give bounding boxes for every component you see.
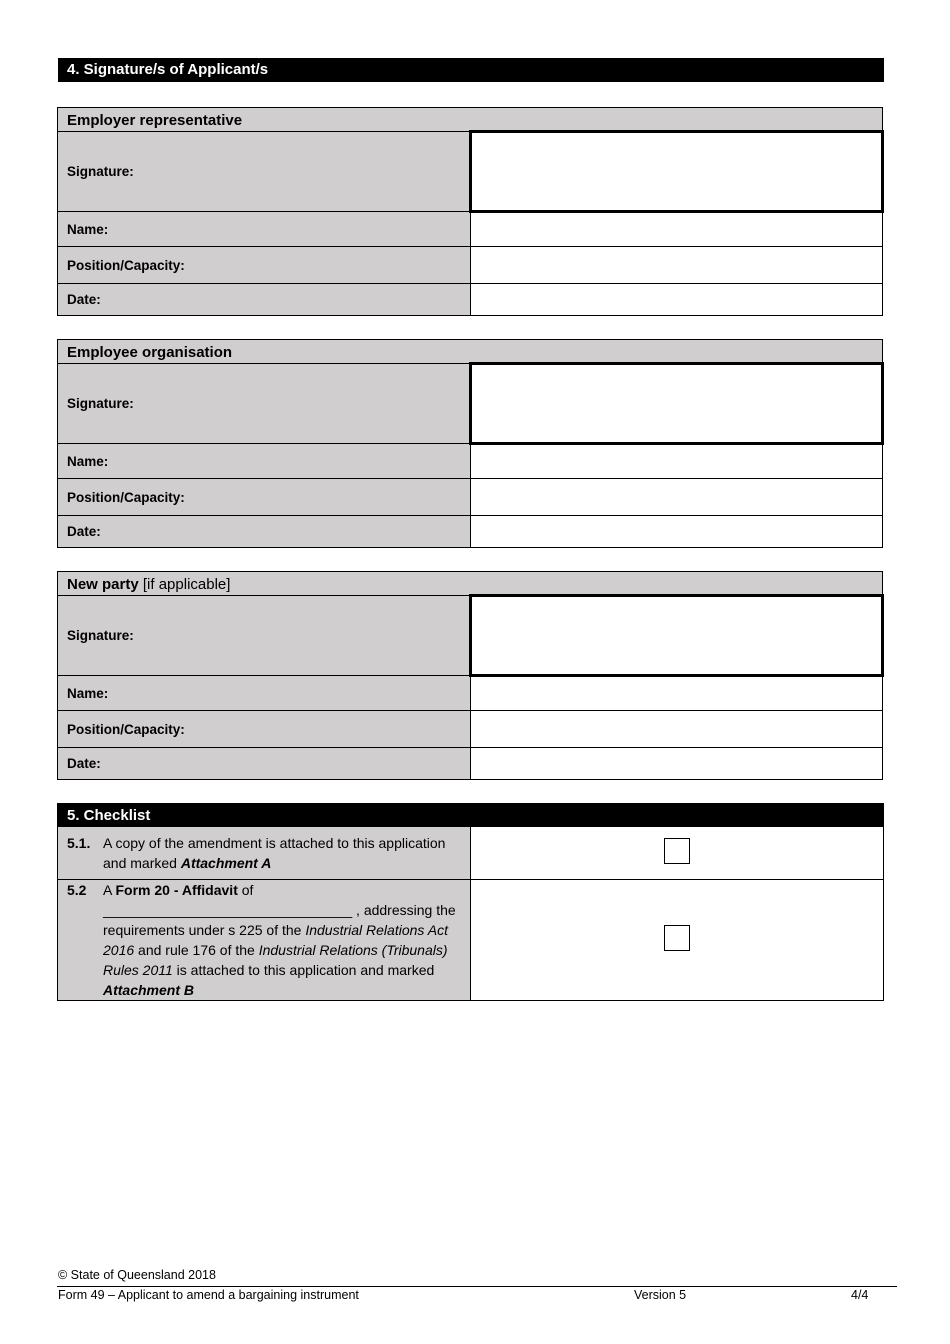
employee-organisation-table (57, 339, 884, 548)
employer-position-label: Position/Capacity: (58, 247, 471, 284)
checklist-table (57, 803, 884, 1001)
checklist-checkbox-cell (471, 827, 884, 880)
new-party-signature-label: Signature: (58, 596, 471, 676)
employer-date-field[interactable] (470, 284, 883, 316)
employee-position-field[interactable] (470, 479, 883, 516)
item-text: A Form 20 - Affidavit of ________________________________ , addressing the requirements under s 225 of the Industrial Relations Act 2016 and rule 176 of the Industrial Relations (Tribunals) Rules 2011 is attached to this application and marked Attachment B (103, 882, 456, 998)
employee-name-label: Name: (58, 444, 471, 479)
footer-version: Version 5 (634, 1288, 687, 1302)
employee-signature-label: Signature: (58, 364, 471, 444)
new-party-name-field[interactable] (470, 676, 883, 711)
attachment-a-checkbox[interactable] (664, 838, 690, 864)
employee-organisation-heading: Employee organisation (58, 340, 883, 364)
new-party-table (57, 571, 884, 780)
attachment-b-checkbox[interactable] (664, 925, 690, 951)
employer-signature-field[interactable] (470, 132, 883, 212)
checklist-item-5-1 (58, 827, 471, 880)
new-party-title: New party (67, 575, 139, 593)
new-party-name-label: Name: (58, 676, 471, 711)
employee-name-field[interactable] (470, 444, 883, 479)
new-party-heading (58, 572, 883, 596)
employee-date-label: Date: (58, 516, 471, 548)
footer-page-number: 4/4 (851, 1288, 869, 1302)
item-number: 5.1. (67, 835, 91, 851)
new-party-date-field[interactable] (470, 748, 883, 780)
checklist-item-5-2 (58, 880, 471, 1001)
footer-copyright: © State of Queensland 2018 (58, 1268, 216, 1282)
employer-representative-table (57, 107, 884, 316)
new-party-signature-field[interactable] (470, 596, 883, 676)
employee-position-label: Position/Capacity: (58, 479, 471, 516)
employer-name-field[interactable] (470, 212, 883, 247)
item-number: 5.2 (67, 882, 87, 898)
employer-signature-label: Signature: (58, 132, 471, 212)
employer-position-field[interactable] (470, 247, 883, 284)
checklist-heading: 5. Checklist (58, 804, 884, 827)
employer-date-label: Date: (58, 284, 471, 316)
new-party-position-label: Position/Capacity: (58, 711, 471, 748)
new-party-qualifier: [if applicable] (138, 575, 231, 593)
new-party-date-label: Date: (58, 748, 471, 780)
item-text: A copy of the amendment is attached to this application and marked Attachment A (103, 835, 446, 871)
employer-representative-heading: Employer representative (58, 108, 883, 132)
employee-date-field[interactable] (470, 516, 883, 548)
employee-signature-field[interactable] (470, 364, 883, 444)
employer-name-label: Name: (58, 212, 471, 247)
footer-divider (57, 1286, 897, 1287)
footer-form-title: Form 49 – Applicant to amend a bargaining instrument (58, 1288, 359, 1302)
new-party-position-field[interactable] (470, 711, 883, 748)
checklist-checkbox-cell (471, 880, 884, 1001)
section-4-heading: 4. Signature/s of Applicant/s (58, 58, 884, 82)
